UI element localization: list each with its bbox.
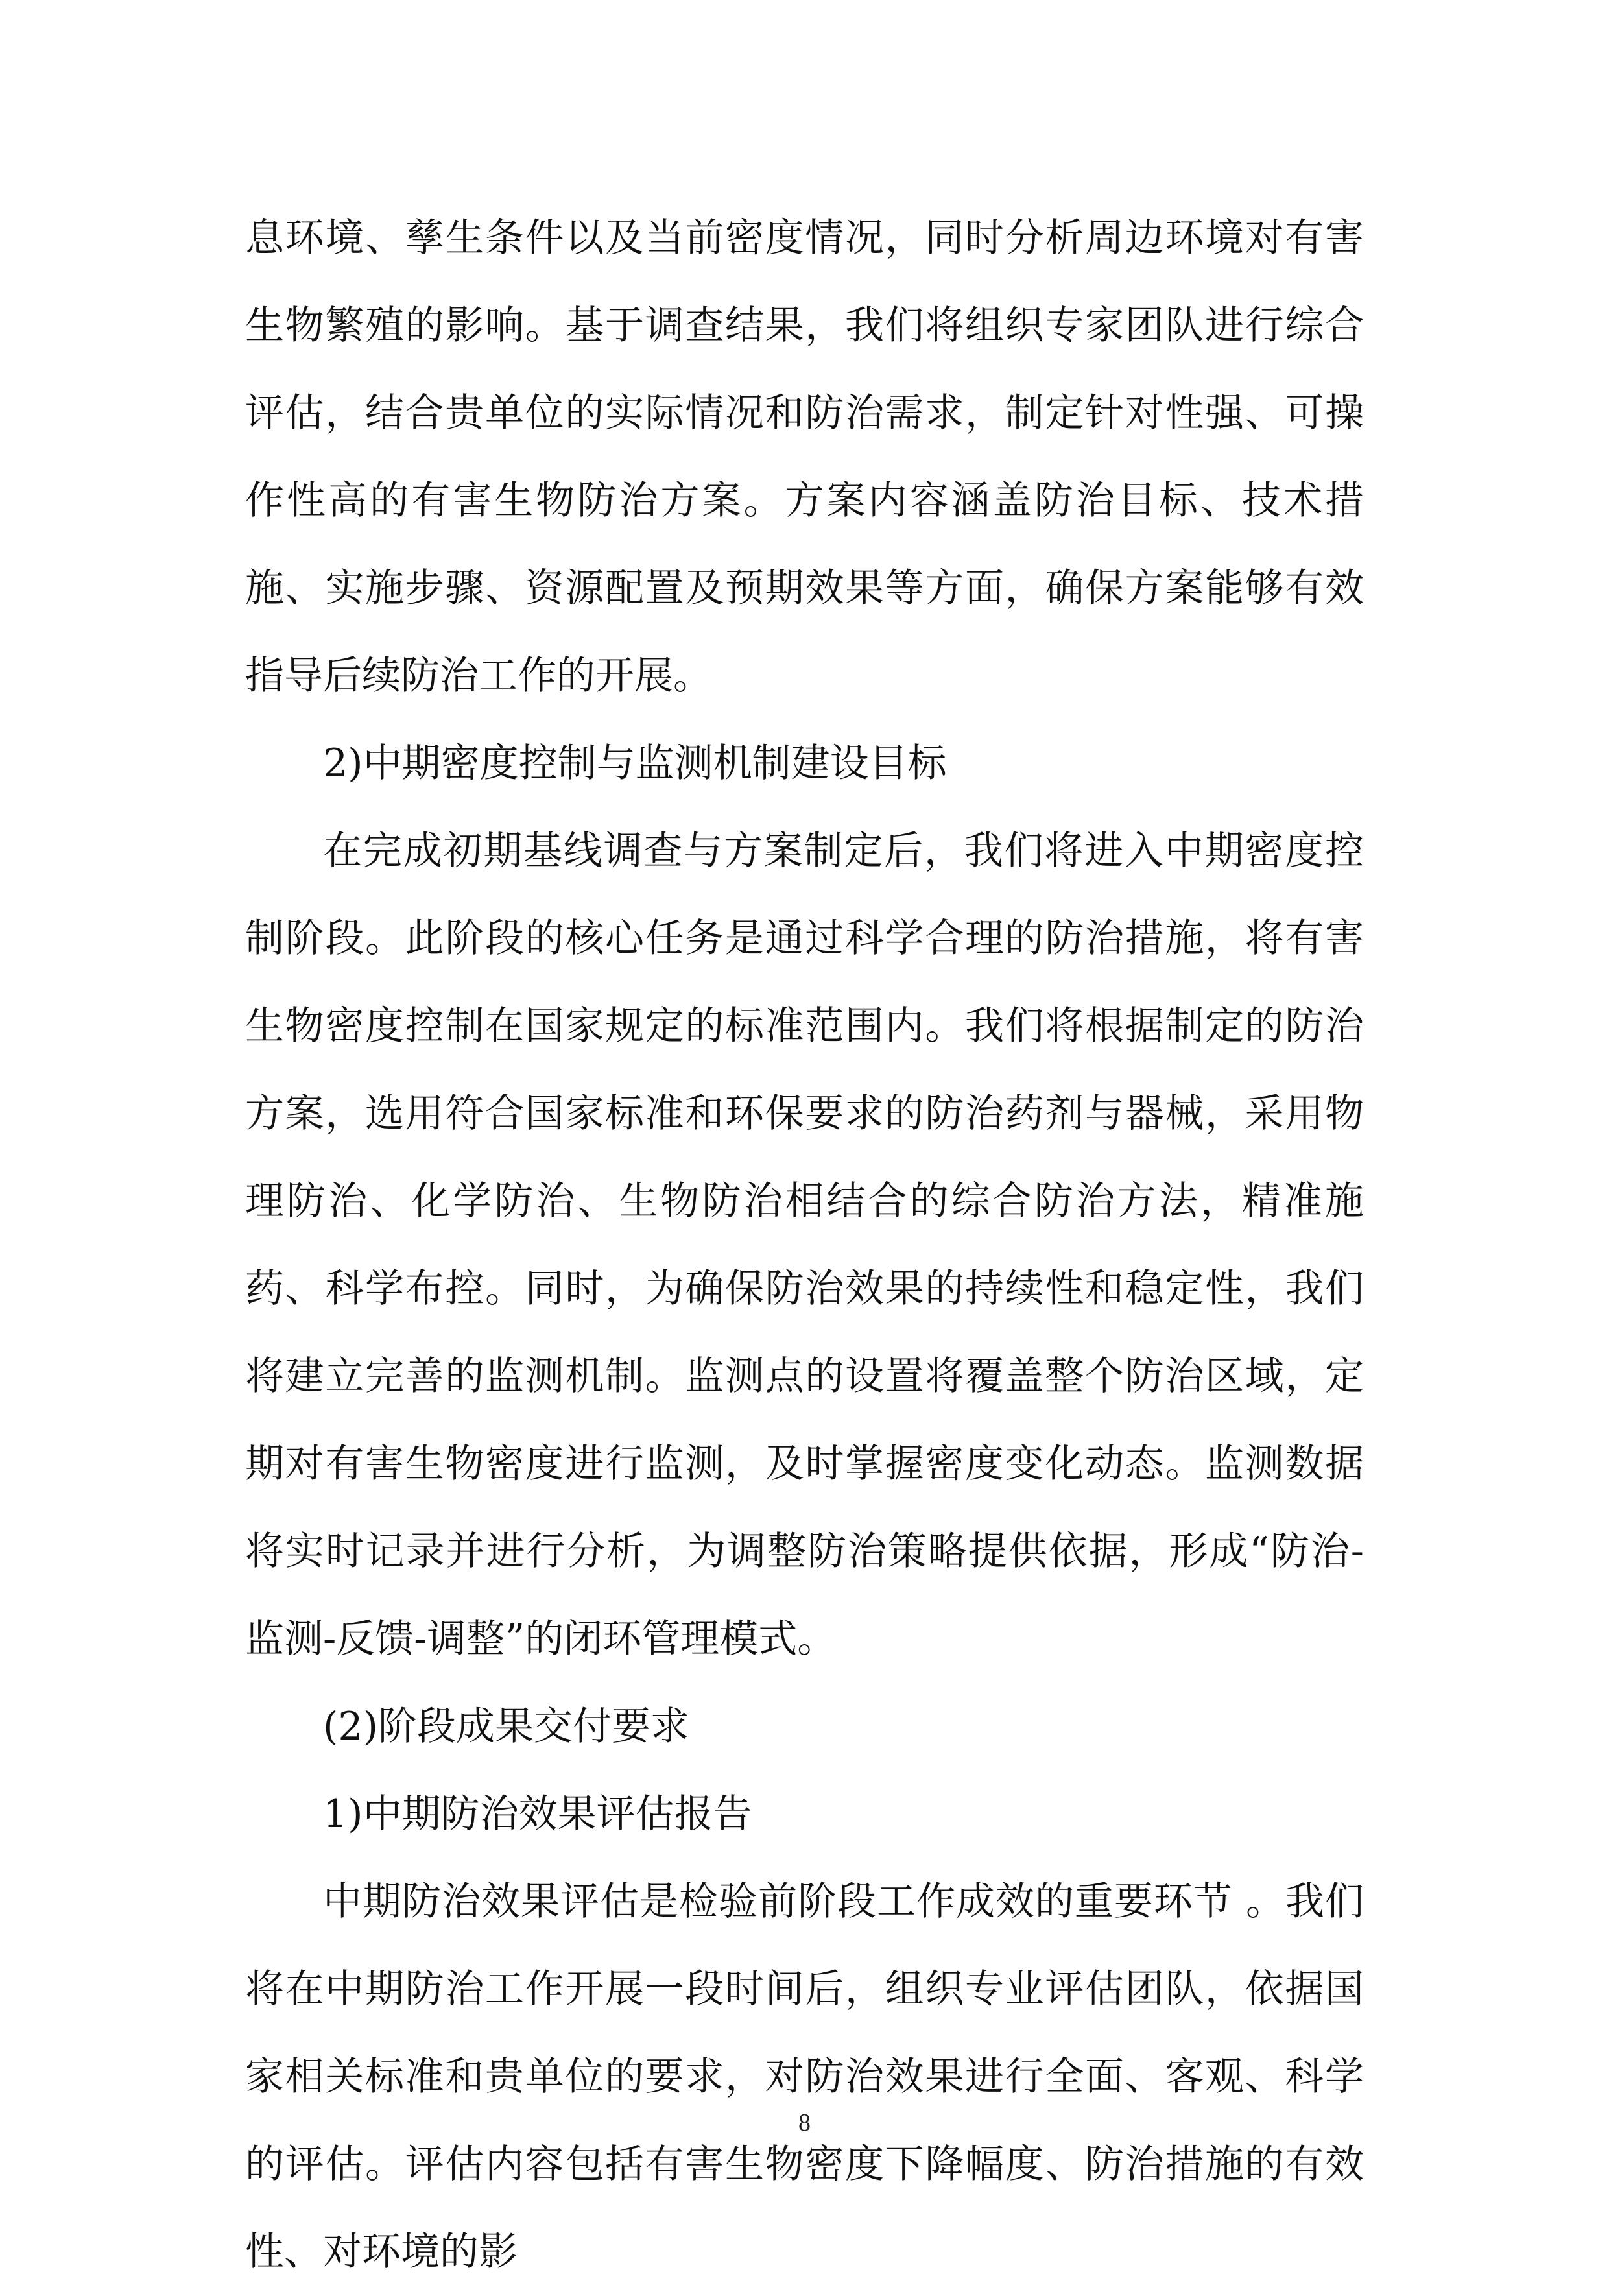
body-text-column <box>245 195 1364 2296</box>
paragraph-evaluation-report: 中期防治效果评估是检验前阶段工作成效的重要环节 。我们将在中期防治工作开展一段时间后，组织专业评估团队，依据国家相关标准和贵单位的要求，对防治效果进行全面、客观、科学的评估。评估内容包括有害生物密度下降幅度、防治措施的有效性、对环境的影 <box>245 1879 1364 2275</box>
section-heading-deliverables: (2)阶段成果交付要求 <box>323 1704 689 1749</box>
paragraph-midterm-control: 在完成初期基线调查与方案制定后，我们将进入中期密度控制阶段。此阶段的核心任务是通过科学合理的防治措施，将有害生物密度控制在国家规定的标准范围内。我们将根据制定的防治方案，选用符合国家标准和环保要求的防治药剂与器械，采用物理防治、化学防治、生物防治相结合的综合防治方法，精准施药、科学布控。同时，为确保防治效果的持续性和稳定性，我们将建立完善的监测机制。监测点的设置将覆盖整个防治区域，定期对有害生物密度进行监测，及时掌握密度变化动态。监测数据将实时记录并进行分析，为调整防治策略提供依据，形成“防治-监测-反馈-调整”的闭环管理模式。 <box>245 828 1364 1662</box>
section-heading-evaluation-report: 1)中期防治效果评估报告 <box>323 1791 752 1837</box>
section-heading-midterm-control: 2)中期密度控制与监测机制建设目标 <box>323 741 947 786</box>
paragraph-continuation: 息环境、孳生条件以及当前密度情况，同时分析周边环境对有害生物繁殖的影响。基于调查结果，我们将组织专家团队进行综合评估，结合贵单位的实际情况和防治需求，制定针对性强、可操作性高的有害生物防治方案。方案内容涵盖防治目标、技术措施、实施步骤、资源配置及预期效果等方面，确保方案能够有效指导后续防治工作的开展。 <box>245 215 1364 699</box>
page-number: 8 <box>798 2109 811 2136</box>
